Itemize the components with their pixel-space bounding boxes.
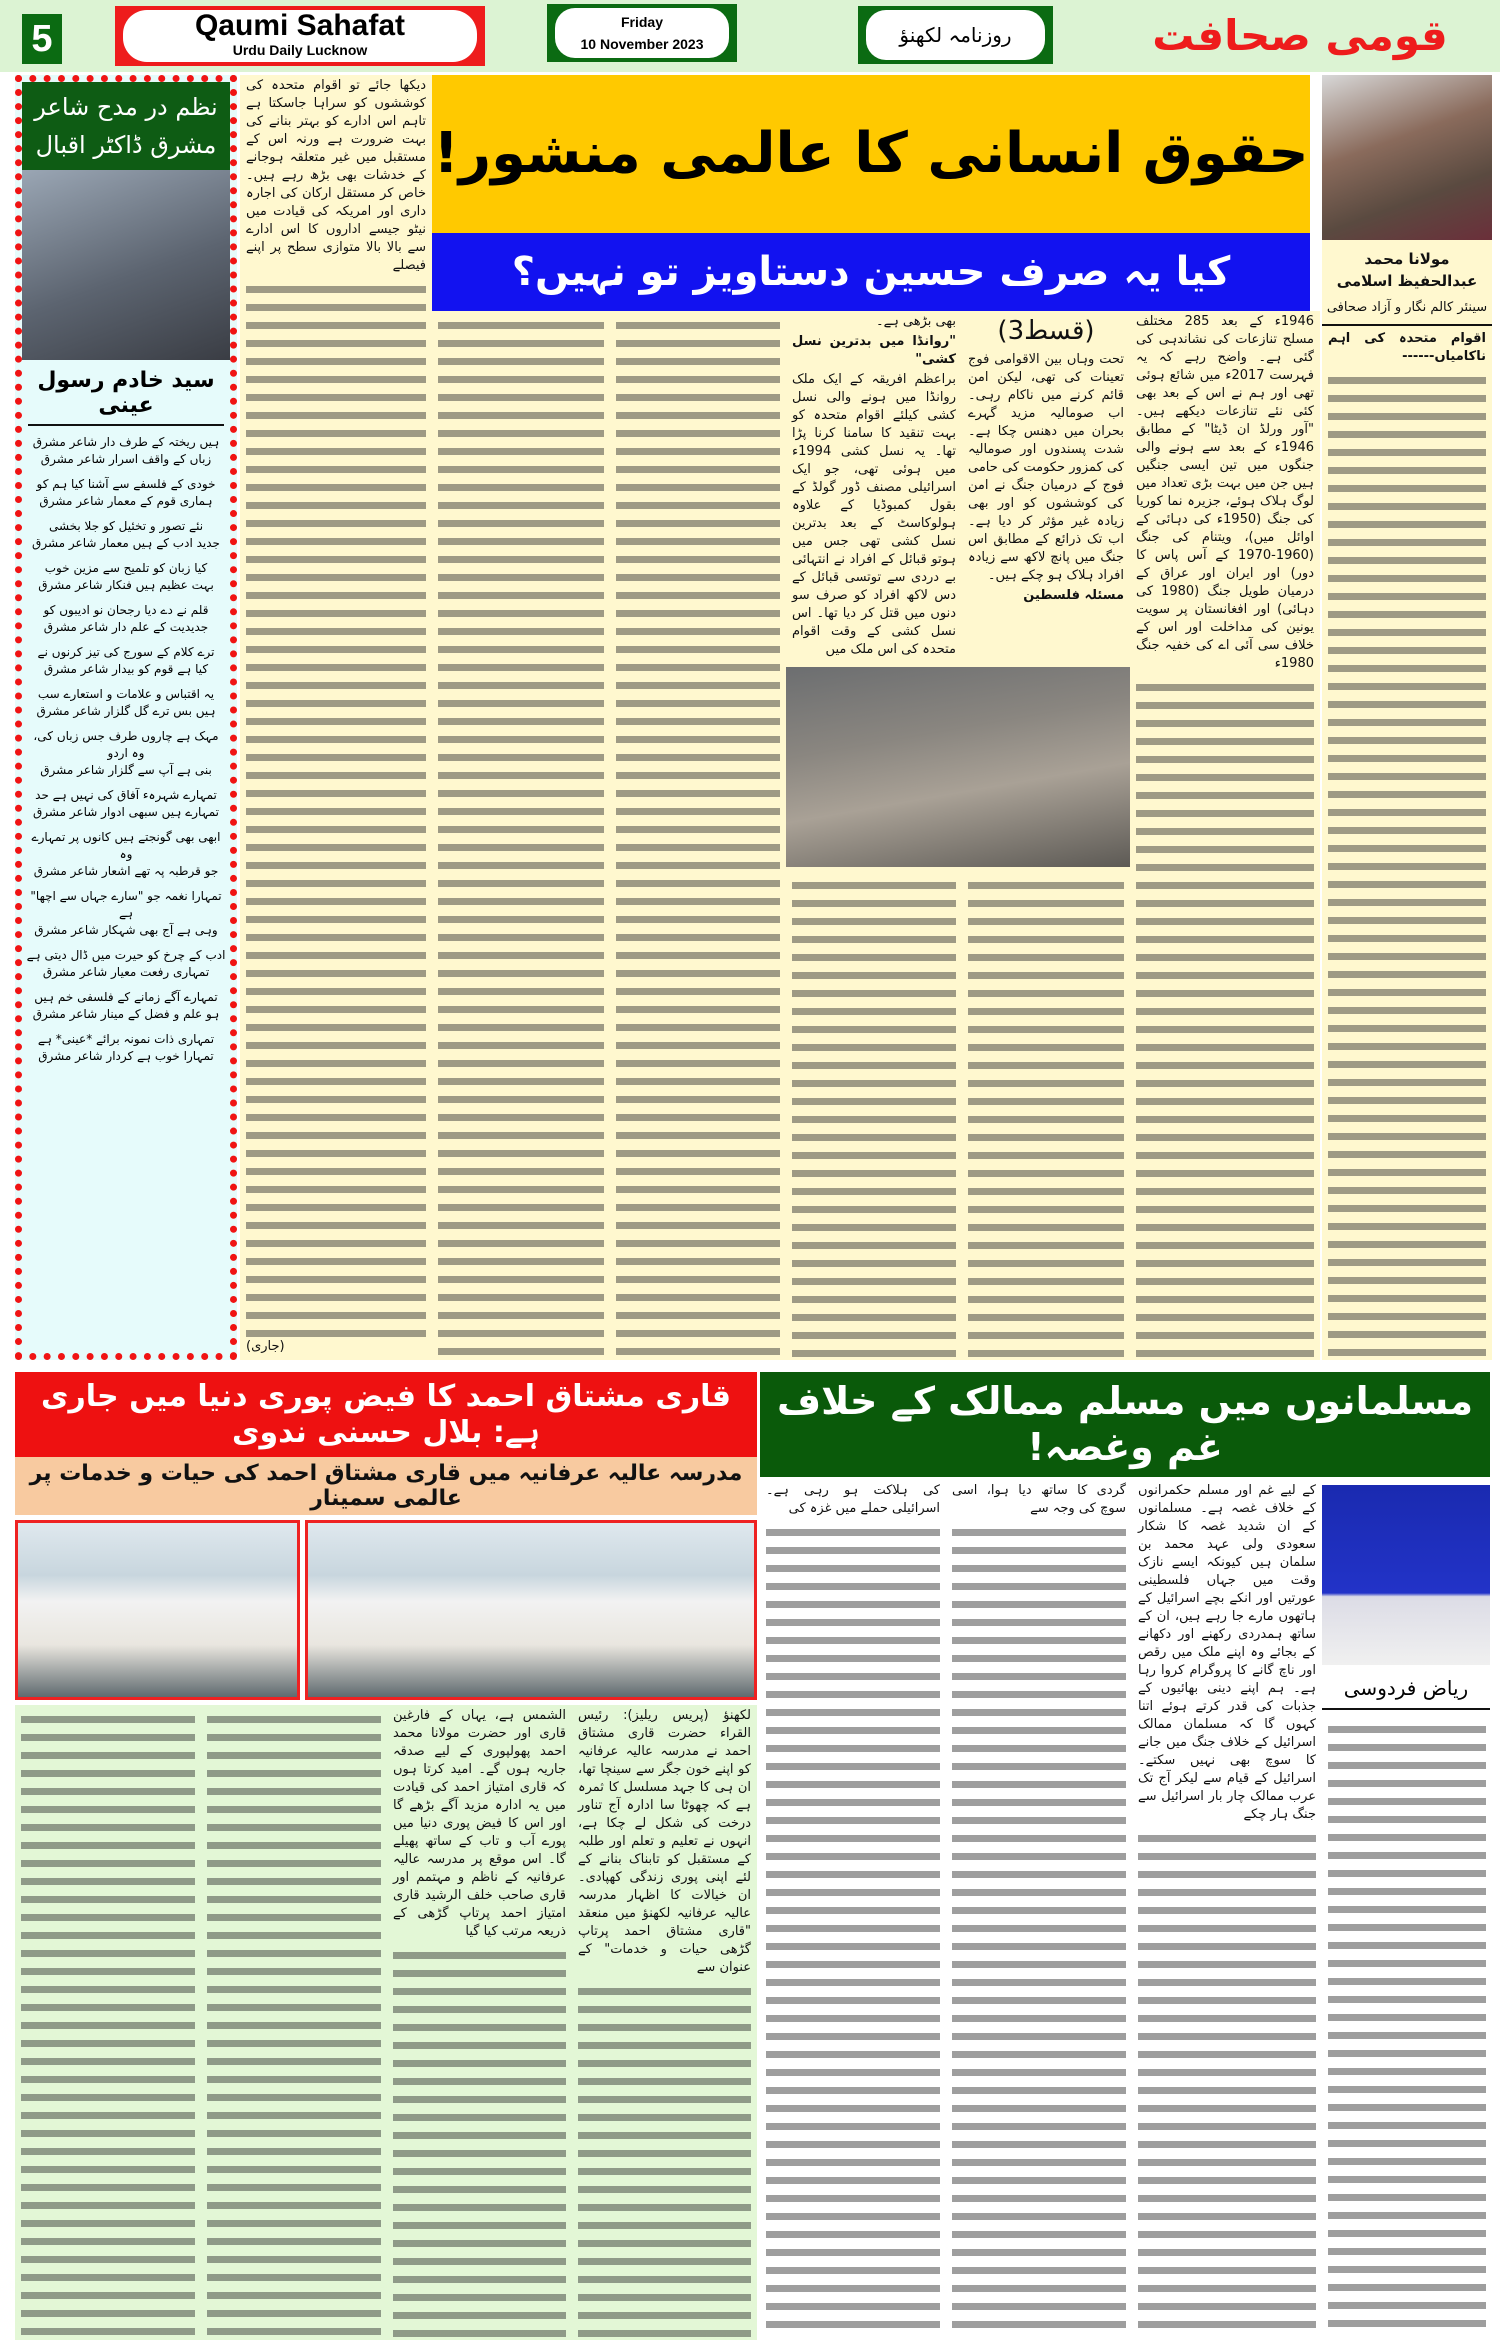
gaza-rubble-photo (786, 667, 1130, 867)
paragraph: کے لیے غم اور مسلم حکمرانوں کے خلاف غصہ ہے۔ مسلمانوں کے ان شدید غصہ کا شکار سعودی ولی عہد محمد بن سلمان ہیں کیونکہ ایسے نازک وقت میں جہاں فلسطینی عورتیں اور انکے بچے اسرائیل کے ہاتھوں مارے جا رہے ہیں، ان کے ساتھ ہمدردی رکھنے اور دکھانے کے بجائے وہ اپنے ملک میں رقص اور ناچ گانے کا پروگرام کروا رہا ہے۔ ہم اپنے دینی بھائیوں کے جذبات کی قدر کرتے ہوئے اتنا کہوں گا کہ مسلمان ممالک اسرائیل کے خلاف جنگ میں جانے کا سوچ بھی نہیں سکتے۔ اسرائیل کے قیام سے لیکر آج تک عرب ممالک چار بار اسرائیل سے جنگ ہار چکے (1138, 1483, 1316, 1822)
middle-bottom-row (786, 871, 1130, 1360)
verse-line: یہ اقتباس و علامات و استعارے سب (37, 687, 215, 701)
body-text-lines (766, 1524, 940, 2338)
text-column (962, 871, 1130, 1360)
verse-line: خودی کے فلسفے سے آشنا کیا ہم کو (36, 477, 216, 491)
paper-title: Qaumi Sahafat (194, 9, 406, 42)
verse-line: قلم نے دے دیا رجحان نو ادیبوں کو (43, 603, 209, 617)
verse-line: ہو علم و فضل کے مینار شاعر مشرق (32, 1007, 220, 1021)
body-text-lines (1136, 679, 1314, 1358)
middle-columns-block (786, 311, 1130, 1360)
text-column (1322, 1715, 1492, 2340)
text-column (201, 1705, 387, 2340)
verse-line: کیا ہے قوم کو بیدار شاعر مشرق (43, 662, 209, 676)
paper-title-box (115, 6, 485, 66)
verse-line: ابھی بھی گونجتے ہیں کانوں پر تمہارے وہ (31, 830, 221, 861)
text-column (432, 311, 610, 1360)
couplet (26, 434, 226, 468)
verse-line: نئے تصور و تخئیل کو جلا بخشی (48, 519, 204, 533)
subheading: اقوام متحدہ کی اہم ناکامیاں------ (1328, 331, 1486, 364)
text-column (240, 75, 432, 1360)
body-text-lines (438, 317, 604, 1358)
couplet (26, 644, 226, 678)
body-text-lines (1328, 1721, 1486, 2338)
text-column (15, 1705, 201, 2340)
paragraph: لکھنؤ (پریس ریلیز): رئیس القراء حضرت قاری مشتاق احمد نے مدرسہ عالیہ عرفانیہ کو اپنے خون جگر سے سینچا تھا، ان ہی کا جہد مسلسل کا ثمرہ ہے کہ چھوٹا سا ادارہ آج تناور درخت کی شکل لے چکا ہے، انہوں نے تعلیم و تعلم اور طلبہ کے مستقبل کو تابناک بنانے کے لئے اپنی پوری زندگی کھپادی۔ ان خیالات کا اظہار مدرسہ عالیہ عرفانیہ لکھنؤ میں منعقد "قاری مشتاق احمد پرتاپ گڑھی حیات و خدمات" کے عنوان سے (578, 1708, 751, 1975)
seminar-photo-group (15, 1520, 300, 1700)
verse-line: جدیدیت کے علم دار شاعر مشرق (43, 620, 209, 634)
verse-line: بنی ہے آپ سے گلزار شاعر مشرق (40, 763, 212, 777)
main-headline: حقوق انسانی کا عالمی منشور! (432, 75, 1310, 233)
author-column (1322, 75, 1492, 1360)
poem-verses (22, 426, 230, 1081)
subheading: مسئلہ فلسطین (1023, 588, 1124, 603)
verse-line: بہت عظیم ہیں فنکار شاعر مشرق (38, 578, 214, 592)
verse-line: وہی ہے آج بھی شہکار شاعر مشرق (34, 923, 218, 937)
urdu-daily-label: روزنامہ لکھنؤ (866, 10, 1045, 60)
paragraph: گردی کا ساتھ دیا ہوا، اسی سوچ کی وجہ سے (952, 1483, 1126, 1516)
continued-label: (جاری) (246, 1339, 285, 1354)
couplet (26, 1031, 226, 1065)
seminar-headline: قاری مشتاق احمد کا فیض پوری دنیا میں جاری ہے: بلال حسنی ندوی (15, 1372, 757, 1457)
couplet (26, 888, 226, 939)
seminar-subheadline: مدرسہ عالیہ عرفانیہ میں قاری مشتاق احمد کی حیات و خدمات پر عالمی سمینار (15, 1457, 757, 1515)
verse-line: تمہارے ہیں سبھی ادوار شاعر مشرق (32, 805, 220, 819)
author-name: ریاض فردوسی (1322, 1670, 1490, 1710)
couplet (26, 829, 226, 880)
body-text-lines (792, 877, 956, 1358)
couplet (26, 787, 226, 821)
urdu-daily-box (858, 6, 1053, 64)
verse-line: ہیں ریختہ کے طرف دار شاعر مشرق (32, 435, 220, 449)
muslim-anger-headline: مسلمانوں میں مسلم ممالک کے خلاف غم وغصہ! (760, 1372, 1490, 1477)
verse-line: ترے کلام کے سورج کی تیز کرنوں نے (37, 645, 215, 659)
date: 10 November 2023 (580, 36, 704, 52)
body-text-lines (616, 317, 780, 1358)
verse-line: زباں کے واقف اسرار شاعر مشرق (40, 452, 212, 466)
couplet (26, 602, 226, 636)
body-text-lines (1138, 1830, 1316, 2338)
verse-line: جدید ادب کے ہیں معمار شاعر مشرق (32, 536, 220, 550)
body-text-lines (968, 877, 1124, 1358)
couplet (26, 686, 226, 720)
text-column (786, 871, 962, 1360)
middle-top-row (786, 311, 1130, 663)
couplet (26, 560, 226, 594)
text-column (572, 1705, 757, 2340)
text-column (610, 311, 786, 1360)
poet-photo (22, 170, 230, 360)
verse-line: ہیں بس ترے گل گلزار شاعر مشرق (36, 704, 216, 718)
main-subheadline: کیا یہ صرف حسین دستاویز تو نہیں؟ (432, 233, 1310, 311)
verse-line: جو قرطبہ پہ تھے اشعار شاعر مشرق (33, 864, 219, 878)
text-column (962, 311, 1130, 663)
verse-line: تمہاری ذات نمونہ برائے *عینی* ہے (37, 1032, 215, 1046)
verse-line: ہماری قوم کے معمار شاعر مشرق (39, 494, 213, 508)
author-photo (1322, 1485, 1490, 1665)
verse-line: ادب کے چرخ کو حیرت میں ڈال دیتی ہے (26, 948, 226, 962)
author-role: سینئر کالم نگار و آزاد صحافی (1322, 296, 1492, 326)
text-column (387, 1705, 572, 2340)
author-photo (1322, 75, 1492, 240)
poem-title: نظم در مدح شاعر مشرق ڈاکٹر اقبال (22, 82, 230, 170)
text-column (946, 1480, 1132, 2340)
text-column (1132, 1480, 1322, 2340)
paragraph: تحت وہاں بین الاقوامی فوج تعینات کی تھی، لیکن امن قائم کرنے میں ناکام رہی۔ اب صومالیہ مزید گہرے بحران میں دھنس چکا ہے۔ شدت پسندوں اور صومالیہ کی کمزور حکومت کی حامی فوج کے درمیان جنگ نے امن کی کوششوں کو اور بھی زیادہ غیر مؤثر کر دیا ہے۔ اب تک ذرائع کے مطابق اس جنگ میں پانچ لاکھ سے زیادہ افراد ہلاک ہو چکے ہیں۔ (968, 352, 1124, 583)
body-text-lines (952, 1524, 1126, 2338)
paper-subtitle: Urdu Daily Lucknow (232, 42, 368, 58)
paragraph: دیکھا جائے تو اقوام متحدہ کی کوششوں کو سراہا جاسکتا ہے تاہم اس ادارے کو بہتر بنانے کی بہت ضرورت ہے ورنہ اس کے مستقبل میں غیر متعلقہ ہوجانے کے خدشات بھی بڑھ رہے ہیں۔ خاص کر مستقل ارکان کی اجارہ داری اور امریکہ کی قیادت میں نیٹو جیسے اداروں کا اس ادارے سے بالا بالا متوازی سطح پر اپنے فیصلے (246, 78, 426, 273)
couplet (26, 728, 226, 779)
verse-line: مہک ہے چاروں طرف جس زباں کی، وہ اردو (33, 729, 219, 760)
paragraph: الشمس ہے، یہاں کے فارغین قاری اور حضرت مولانا محمد احمد پھولپوری کے لیے صدقہ جاریہ ہوں گے۔ امید کرتا ہوں کہ قاری امتیاز احمد کی قیادت میں یہ ادارہ مزید آگے بڑھے گا اور اس کا فیض پوری دنیا میں پورے آب و تاب کے ساتھ پھیلے گا۔ اس موقع پر مدرسہ عالیہ عرفانیہ کے ناظم و مہتمم اور قاری صاحب خلف الرشید قاری امتیاز احمد پرتاپ گڑھی کے ذریعہ مرتب کیا گیا (393, 1708, 566, 1939)
verse-line: تمہارے آگے زمانے کے فلسفی خم ہیں (34, 990, 218, 1004)
text-column (760, 1480, 946, 2340)
paragraph: بھی بڑھی ہے۔ (875, 314, 956, 329)
text-column (1322, 326, 1492, 1360)
page-number: 5 (22, 14, 62, 64)
body-text-lines (21, 1711, 195, 2338)
couplet (26, 989, 226, 1023)
verse-line: کیا زبان کو تلمیح سے مزین خوب (44, 561, 208, 575)
seminar-photo-book-launch (305, 1520, 757, 1700)
body-text-lines (246, 281, 426, 1338)
author-name: مولانا محمد عبدالحفیظ اسلامی (1336, 250, 1478, 290)
poet-name: سید خادم رسول عینی (28, 360, 224, 426)
urdu-masthead-logo: قومی صحافت (1152, 11, 1448, 60)
body-text-lines (207, 1711, 381, 2338)
verse-line: تمہاری رفعت معیار شاعر مشرق (42, 965, 210, 979)
body-text-lines (393, 1947, 566, 2338)
text-column (1130, 311, 1320, 1360)
paragraph: 1946ء کے بعد 285 مختلف مسلح تنازعات کی نشاندہی کی گئی ہے۔ واضح رہے کہ یہ فہرست 2017ء میں شائع ہوئی تھی اور ہم نے اس کے بعد بھی کئی نئے تنازعات دیکھے ہیں۔ "آور ورلڈ ان ڈیٹا" کے مطابق 1946ء کے بعد سے ہونے والی جنگوں میں تین ایسی جنگیں ہیں جن میں بہت بڑی تعداد میں لوگ ہلاک ہوئے، جزیرہ نما کوریا کی جنگ (1950ء کی دہائی کے اوائل میں)، ویتنام کی جنگ (1960-1970 کے آس پاس کا دور) اور ایران اور عراق کے درمیان طویل جنگ (1980 کی دہائی) اور افغانستان پر سویت یونین کی مداخلت اور اس کے خلاف سی آئی اے کی خفیہ جنگ 1980ء (1136, 314, 1314, 671)
installment-label: (قسط3) (997, 316, 1095, 346)
paragraph: کی ہلاکت ہو رہی ہے۔ اسرائیلی حملے میں غزہ کی (766, 1483, 940, 1516)
couplet (26, 476, 226, 510)
verse-line: تمہارا نغمہ جو "سارے جہاں سے اچھا" ہے (30, 889, 222, 920)
body-text-lines (1328, 372, 1486, 1358)
couplet (26, 518, 226, 552)
date-box (547, 4, 737, 62)
verse-line: تمہارے شہرہء آفاق کی نہیں ہے حد (35, 788, 217, 802)
body-text-lines (578, 1983, 751, 2338)
subheading: "روانڈا میں بدترین نسل کشی" (792, 334, 956, 367)
verse-line: تمہارا خوب ہے کردار شاعر مشرق (38, 1049, 214, 1063)
paragraph: براعظم افریقہ کے ایک ملک روانڈا میں ہونے والی نسل کشی کیلئے اقوام متحدہ کو بہت تنقید کا سامنا کرنا پڑا تھا۔ یہ نسل کشی 1994ء میں ہوئی تھی، جو ایک اسرائیلی مصنف ڈور گولڈ کے بقول کمبوڈیا کے علاوہ ہولوکاسٹ کے بعد بدترین نسل کشی تھی جس میں ہوتو قبائل کے افراد نے انتہائی بے دردی سے توتسی قبائل کے دس لاکھ افراد کو صرف سو دنوں میں قتل کر دیا تھا۔ اس نسل کشی کے وقت اقوام متحدہ کی اس ملک میں (792, 372, 956, 657)
text-column (786, 311, 962, 663)
couplet (26, 947, 226, 981)
day: Friday (620, 14, 663, 30)
poem-box (15, 75, 237, 1360)
